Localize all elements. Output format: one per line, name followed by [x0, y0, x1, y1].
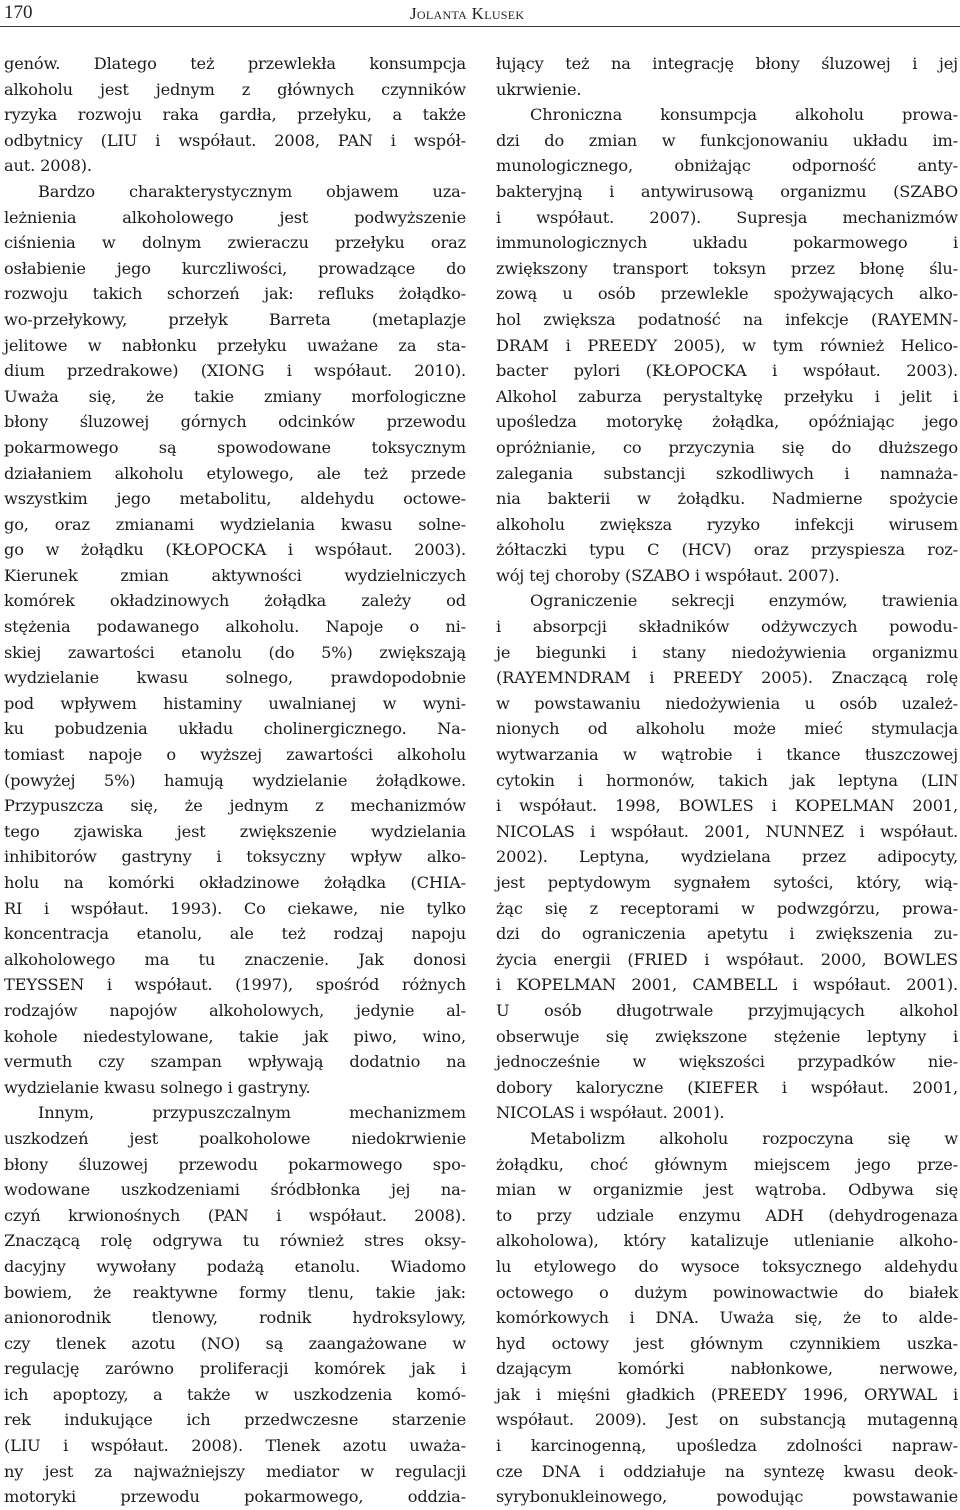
text-line: i współaut. 2007). Supresja mechanizmów: [496, 207, 958, 227]
text-line: TEYSSEN i współaut. (1997), spośród różnych: [4, 975, 466, 995]
text-line: współaut. 2009). Jest on substancją mutagenną: [496, 1410, 958, 1430]
text-line: (powyżej 5%) hamują wydzielanie żołądkowe.: [4, 770, 466, 790]
text-line: wydzielanie kwasu solnego, prawdopodobnie: [4, 668, 466, 688]
text-line: tego zjawiska jest zwiększenie wydzielania: [4, 821, 466, 841]
text-line: opróżnianie, co przyczynia się do dłuższego: [496, 437, 958, 457]
text-line: NICOLAS i współaut. 2001).: [496, 1103, 725, 1123]
text-line: łujący też na integrację błony śluzowej i jej: [496, 54, 958, 73]
text-line: Ograniczenie sekrecji enzymów, trawienia: [530, 591, 958, 611]
text-line: rek indukujące ich przedwczesne starzenie: [4, 1410, 466, 1430]
text-line: osłabienie jego kurczliwości, prowadzące do: [4, 258, 466, 278]
text-line: stężenia podawanego alkoholu. Napoje o ni-: [4, 617, 466, 637]
text-line: błony śluzowej przewodu pokarmowego spo-: [4, 1154, 466, 1174]
text-line: żołądku, choć głównym miejscem jego prze-: [496, 1154, 958, 1174]
text-line: anionorodnik tlenowy, rodnik hydroksylowy,: [4, 1308, 466, 1328]
text-line: ryzyka rozwoju raka gardła, przełyku, a także: [4, 105, 466, 125]
text-line: jednocześnie w większości przypadków nie-: [496, 1052, 958, 1072]
text-line: skiej zawartości etanolu (do 5%) zwiększają: [4, 642, 466, 662]
text-line: dzi do zmian w funkcjonowaniu układu im-: [496, 130, 958, 150]
text-line: rodzajów napojów alkoholowych, jedynie al-: [4, 1000, 466, 1020]
text-line: wytwarzania w wątrobie i tkance tłuszczowej: [496, 745, 958, 765]
text-line: pod wpływem histaminy uwalnianej w wyni-: [4, 693, 466, 713]
text-line: Bardzo charakterystycznym objawem uza-: [38, 181, 466, 201]
text-line: pokarmowego są spowodowane toksycznym: [4, 437, 466, 457]
text-line: hyd octowy jest głównym czynnikiem uszka-: [496, 1333, 958, 1353]
left-text-column: [4, 51, 466, 1510]
text-line: ukrwienie.: [496, 79, 582, 99]
text-line: regulację zarówno proliferacji komórek jak i: [4, 1359, 466, 1379]
text-line: RI i współaut. 1993). Co ciekawe, nie tylko: [4, 898, 466, 918]
text-line: Przypuszcza się, że jednym z mechanizmów: [4, 796, 466, 816]
text-line: Alkohol zaburza perystaltykę przełyku i jelit i: [496, 386, 958, 406]
text-line: działaniem alkoholu etylowego, ale też przede: [4, 463, 466, 483]
text-line: wodowane uszkodzeniami śródbłonka jej na-: [4, 1180, 466, 1200]
text-line: leżnienia alkoholowego jest podwyższenie: [4, 207, 466, 227]
text-line: tomiast napoje o wyższej zawartości alkoholu: [4, 745, 466, 765]
text-line: motoryki przewodu pokarmowego, oddzia-: [4, 1487, 466, 1507]
text-line: Innym, przypuszczalnym mechanizmem: [38, 1103, 466, 1123]
text-line: bacter pylori (KŁOPOCKA i współaut. 2003).: [496, 361, 958, 381]
text-line: uszkodzeń jest poalkoholowe niedokrwienie: [4, 1128, 466, 1148]
text-line: rozwoju takich schorzeń jak: refluks żołądko-: [4, 284, 466, 304]
text-line: bakteryjną i antywirusową organizmu (SZABO: [496, 181, 958, 201]
text-line: NICOLAS i współaut. 2001, NUNNEZ i współaut.: [496, 821, 958, 841]
text-line: wo-przełykowy, przełyk Barreta (metaplazje: [4, 309, 466, 329]
text-line: jest peptydowym sygnałem sytości, który, wią-: [496, 873, 958, 892]
text-line: go, oraz zmianami wydzielania kwasu solne-: [4, 514, 466, 534]
text-line: kohole niedestylowane, takie jak piwo, wino,: [4, 1026, 466, 1046]
text-line: dzi do ograniczenia apetytu i zwiększenia zu-: [496, 924, 958, 944]
text-line: nionych od alkoholu może mieć stymulacja: [496, 719, 958, 739]
text-line: alkoholowa), który katalizuje utlenianie alkoho-: [496, 1231, 958, 1251]
running-head: Jolanta Klusek: [410, 4, 525, 23]
text-line: DRAM i PREEDY 2005), w tym również Helico-: [496, 335, 958, 355]
text-line: nia bakterii w żołądku. Nadmierne spożycie: [496, 489, 958, 509]
text-line: inhibitorów gastryny i toksyczny wpływ alko-: [4, 847, 466, 867]
text-line: wszystkim jego metabolitu, aldehydu octowe-: [4, 489, 466, 509]
text-line: munologicznego, obniżając odporność anty-: [496, 156, 958, 176]
text-line: jelitowe w nabłonku przełyku uważane za sta-: [4, 335, 466, 355]
text-line: immunologicznych układu pokarmowego i: [496, 233, 958, 253]
text-line: mian w organizmie jest wątroba. Odbywa się: [496, 1180, 958, 1200]
text-line: 2002). Leptyna, wydzielana przez adipocyty,: [496, 847, 958, 867]
text-line: lu etylowego do wysoce toksycznego aldehydu: [496, 1256, 958, 1276]
text-line: alkoholu zwiększa ryzyko infekcji wirusem: [496, 514, 958, 534]
text-line: je biegunki i stany niedożywienia organizmu: [496, 642, 958, 662]
text-line: to przy udziale enzymu ADH (dehydrogenaza: [496, 1205, 958, 1225]
text-line: czyń krwionośnych (PAN i współaut. 2008).: [4, 1205, 466, 1225]
text-line: holu na komórki okładzinowe żołądka (CHIA-: [4, 873, 466, 892]
text-line: komórek okładzinowych żołądka zależy od: [4, 591, 466, 611]
text-line: dacyjny wywołany podażą etanolu. Wiadomo: [4, 1256, 466, 1276]
text-line: genów. Dlatego też przewlekła konsumpcja: [4, 54, 466, 73]
text-line: cytokin i hormonów, takich jak leptyna (LIN: [496, 770, 958, 790]
right-text-column: [496, 51, 958, 1510]
text-line: i karcinogenną, upośledza zdolności napraw-: [496, 1436, 958, 1456]
text-line: (RAYEMNDRAM i PREEDY 2005). Znaczącą rolę: [496, 668, 958, 688]
text-line: Uważa się, że takie zmiany morfologiczne: [4, 386, 466, 406]
text-line: vermuth czy szampan wpływają dodatnio na: [4, 1052, 466, 1072]
text-line: obserwuje się zwiększone stężenie leptyny i: [496, 1026, 958, 1046]
text-line: aut. 2008).: [4, 156, 92, 176]
text-line: alkoholu jest jednym z głównych czynników: [4, 79, 466, 99]
text-line: Znaczącą rolę odgrywa tu również stres oksy-: [4, 1231, 466, 1251]
text-line: dzającym komórki nabłonkowe, nerwowe,: [496, 1359, 958, 1379]
text-line: w powstawaniu niedożywienia u osób uzależ-: [496, 693, 958, 713]
text-line: bowiem, że reaktywne formy tlenu, takie jak:: [4, 1282, 466, 1302]
text-line: Chroniczna konsumpcja alkoholu prowa-: [530, 105, 958, 125]
text-line: i absorpcji składników odżywczych powodu-: [496, 617, 958, 637]
text-line: i współaut. 1998, BOWLES i KOPELMAN 2001,: [496, 796, 958, 816]
text-line: dobory kaloryczne (KIEFER i współaut. 2001,: [496, 1077, 958, 1097]
text-line: dium przedrakowe) (XIONG i współaut. 2010).: [4, 361, 466, 381]
text-line: zwiększony transport toksyn przez błonę ślu-: [496, 258, 958, 278]
text-line: wój tej choroby (SZABO i współaut. 2007).: [496, 565, 840, 585]
text-line: Metabolizm alkoholu rozpoczyna się w: [530, 1128, 958, 1148]
text-line: życia energii (FRIED i współaut. 2000, BOWLES: [496, 949, 958, 969]
page-header: [0, 0, 960, 27]
text-line: wydzielanie kwasu solnego i gastryny.: [4, 1077, 311, 1097]
text-line: żąc się z receptorami w podwzgórzu, prowa-: [496, 898, 958, 918]
text-line: komórkowych i DNA. Uważa się, że to alde-: [496, 1308, 958, 1328]
text-line: alkoholowego ma tu znaczenie. Jak donosi: [4, 949, 466, 969]
text-line: żółtaczki typu C (HCV) oraz przyspiesza roz-: [496, 540, 958, 560]
text-line: upośledza motorykę żołądka, opóźniając jego: [496, 412, 958, 432]
text-line: błony śluzowej górnych odcinków przewodu: [4, 412, 466, 432]
text-line: cze DNA i oddziałuje na syntezę kwasu deok-: [496, 1461, 958, 1481]
text-line: koncentracja etanolu, ale też rodzaj napoju: [4, 924, 466, 944]
text-line: ku pobudzenia układu cholinergicznego. Na-: [4, 719, 466, 739]
text-line: syrybonukleinowego, powodując powstawanie: [496, 1487, 958, 1507]
text-line: odbytnicy (LIU i współaut. 2008, PAN i współ-: [4, 130, 466, 150]
text-line: ich apoptozy, a także w uszkodzenia komó-: [4, 1384, 466, 1404]
text-line: zalegania substancji szkodliwych i namnaża-: [496, 463, 958, 483]
text-line: czy tlenek azotu (NO) są zaangażowane w: [4, 1333, 466, 1353]
text-line: octowego o dużym powinowactwie do białek: [496, 1282, 958, 1302]
text-line: jak i mięśni gładkich (PREEDY 1996, ORYWAL i: [496, 1384, 958, 1404]
text-line: go w żołądku (KŁOPOCKA i współaut. 2003).: [4, 540, 466, 560]
text-line: i KOPELMAN 2001, CAMBELL i współaut. 2001).: [496, 975, 958, 995]
text-line: (LIU i współaut. 2008). Tlenek azotu uważa-: [4, 1436, 466, 1456]
page-number: 170: [4, 2, 33, 23]
text-line: Kierunek zmian aktywności wydzielniczych: [4, 565, 466, 585]
text-line: hol zwiększa podatność na infekcje (RAYEMN-: [496, 309, 958, 329]
text-line: ny jest za najważniejszy mediator w regulacji: [4, 1461, 466, 1481]
text-line: zową u osób przewlekle spożywających alko-: [496, 284, 958, 304]
text-line: ciśnienia w dolnym zwieraczu przełyku oraz: [4, 233, 466, 253]
text-line: U osób długotrwale przyjmujących alkohol: [496, 1000, 958, 1020]
